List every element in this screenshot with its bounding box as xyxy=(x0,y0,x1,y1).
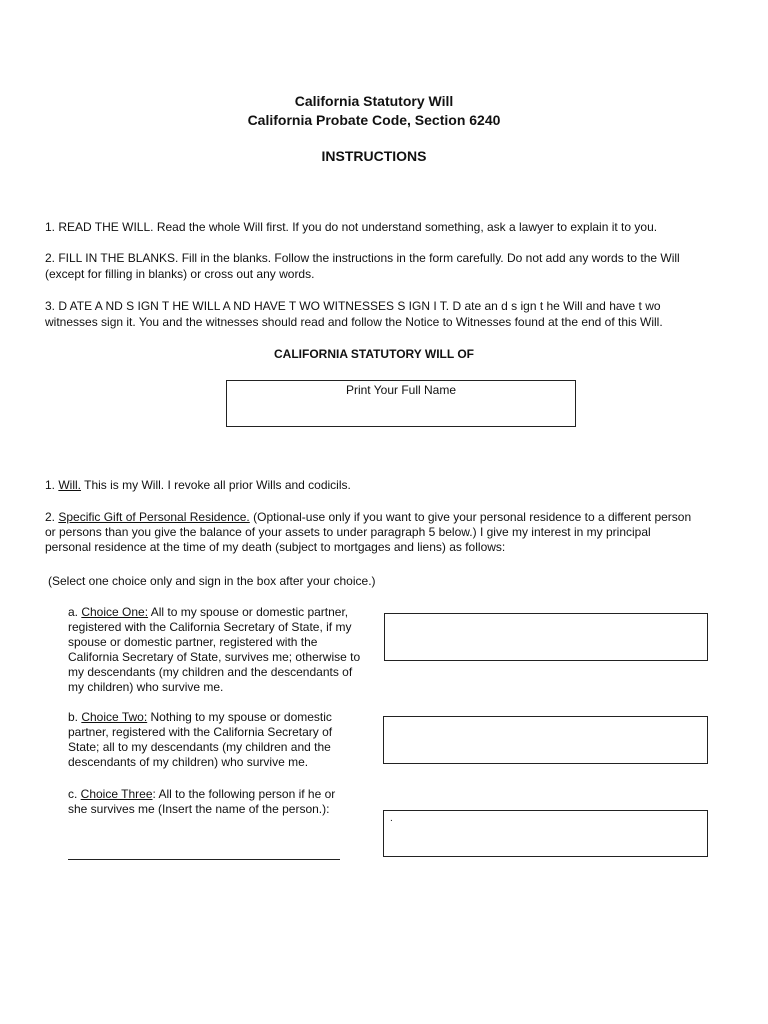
instruction-2-lead: 2. FILL IN THE BLANKS. xyxy=(45,251,179,265)
choice-two-signature-box[interactable] xyxy=(383,716,708,764)
person-name-blank[interactable] xyxy=(68,859,340,860)
section-1-title: Will. xyxy=(58,478,82,492)
section-1-text: This is my Will. I revoke all prior Wills and codicils. xyxy=(81,478,351,492)
instruction-3 xyxy=(45,298,715,330)
choice-one xyxy=(68,605,368,695)
choice-three-box-mark: . xyxy=(390,813,393,824)
choice-two-prefix: b. xyxy=(68,710,82,724)
select-note: (Select one choice only and sign in the box after your choice.) xyxy=(48,574,376,588)
instruction-2-text: Fill in the blanks. Follow the instructions in the form carefully. Do not add any words to the Will (except for filling in blanks) or cross out any words. xyxy=(45,251,680,281)
instruction-3-text: D ate an d s ign t he Will and have t wo witnesses sign it. You and the witnesses should read and follow the Notice to Witnesses found at the end of this Will. xyxy=(45,299,663,329)
choice-two xyxy=(68,710,353,770)
choice-three xyxy=(68,787,348,817)
choice-one-text: All to my spouse or domestic partner, registered with the California Secretary of State, if my spouse or domestic partner, registered with the California Secretary of State, survives me; otherwise to my descendants (my children and the descendants of my children) who survive me. xyxy=(68,605,361,694)
document-subtitle: California Probate Code, Section 6240 xyxy=(247,112,501,128)
full-name-label: Print Your Full Name xyxy=(345,383,457,397)
instruction-2 xyxy=(45,250,710,282)
full-name-field[interactable] xyxy=(226,380,576,427)
choice-two-text: Nothing to my spouse or domestic partner, registered with the California Secretary of State; all to my descendants (my children and the descendants of my children) who survive me. xyxy=(68,710,333,769)
instruction-1-lead: 1. READ THE WILL. xyxy=(45,220,154,234)
choice-two-label: Choice Two: xyxy=(81,710,148,724)
section-1-number: 1. xyxy=(45,478,59,492)
choice-three-prefix: c. xyxy=(68,787,81,801)
section-2-title: Specific Gift of Personal Residence. xyxy=(58,510,250,524)
choice-one-label: Choice One: xyxy=(81,605,149,619)
instruction-1-text: Read the whole Will first. If you do not understand something, ask a lawyer to explain it to you. xyxy=(153,220,658,234)
section-2-number: 2. xyxy=(45,510,59,524)
choice-one-prefix: a. xyxy=(68,605,82,619)
instruction-1 xyxy=(45,219,735,235)
section-2-text: (Optional-use only if you want to give your personal residence to a different person or persons than you give the balance of your assets to under paragraph 5 below.) I give my interest in my principal personal residence at the time of my death (subject to mortgages and liens) as follows: xyxy=(45,510,692,554)
choice-three-signature-box[interactable] xyxy=(383,810,708,857)
section-1 xyxy=(45,477,725,493)
instructions-heading: INSTRUCTIONS xyxy=(321,148,427,164)
document-title: California Statutory Will xyxy=(294,93,454,109)
section-2 xyxy=(45,510,695,555)
choice-three-text: : All to the following person if he or she survives me (Insert the name of the person.): xyxy=(68,787,336,816)
will-of-heading: CALIFORNIA STATUTORY WILL OF xyxy=(274,347,474,361)
instruction-3-lead: 3. D ATE A ND S IGN T HE WILL A ND HAVE T WO WITNESSES S IGN I T. xyxy=(45,299,450,313)
choice-one-signature-box[interactable] xyxy=(384,613,708,661)
choice-three-label: Choice Three xyxy=(80,787,153,801)
